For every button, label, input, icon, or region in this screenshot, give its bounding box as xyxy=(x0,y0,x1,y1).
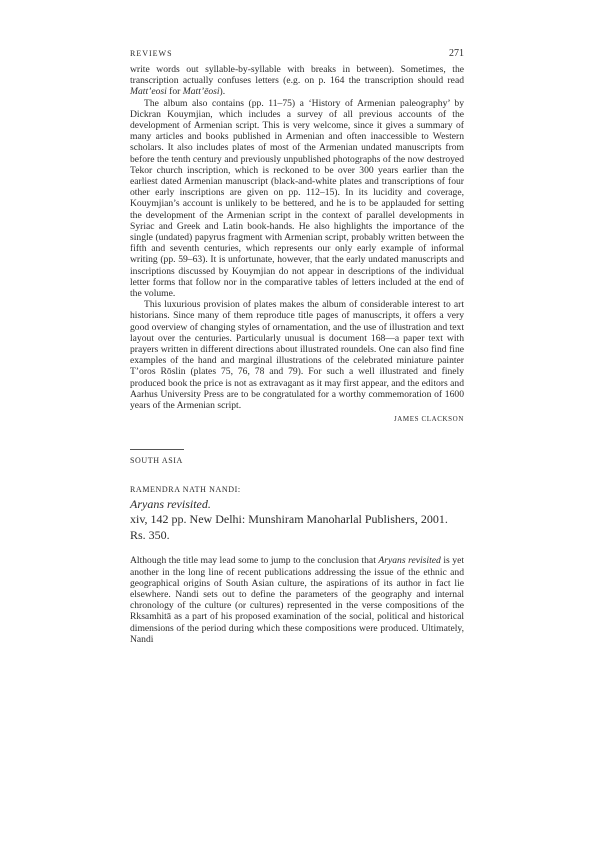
text-span: for xyxy=(166,86,183,98)
section-divider xyxy=(130,449,184,450)
review-paragraph xyxy=(130,64,464,98)
running-head-title: REVIEWS xyxy=(130,49,173,58)
review-paragraph: This luxurious provision of plates makes the album of considerable interest to art historians. Since many of them reproduce title pages of manuscripts, it offers a very good overview of changing styles of ornamentation, and the use of illustration and text layout over the centuries. Particularly unusual is document 168—a paper text with prayers written in different directions about illustrated roundels. One can also find fine examples of the hand and marginal illustrations of the celebrated miniature painter T’oros Rōslin (plates 75, 76, 78 and 79). For such a well illustrated and finely produced book the price is not as extravagant as it may first appear, and the editors and Aarhus University Press are to be congratulated for a worthy commemoration of 1600 years of the Armenian script. xyxy=(130,299,464,412)
text-span: write words out syllable-by-syllable with breaks in between). Sometimes, the transcription actually confuses letters (e.g. on p. 164 the transcription should read xyxy=(130,64,464,87)
italic-term: Matt’ēosi xyxy=(182,86,220,98)
review-paragraph: The album also contains (pp. 11–75) a ‘History of Armenian paleography’ by Dickran Kouymjian, which includes a survey of all previous accounts of the development of Armenian script. This is very welcome, since it gives a summary of many articles and books published in Armenian and often inaccessible to Western scholars. It also includes plates of most of the Armenian undated manuscripts from before the tenth century and previously unpublished photographs of the now destroyed Tekor church inscription, which is reckoned to be over 300 years earlier than the earliest dated Armenian manuscript (black-and-white plates and transcriptions of four other early inscriptions are given on pp. 112–15). In its lucidity and coverage, Kouymjian’s account is unlikely to be bettered, and he is to be applauded for setting the development of the Armenian script in the context of parallel developments in Syriac and Greek and Latin book-hands. He also highlights the importance of the single (undated) papyrus fragment with Armenian script, probably written between the fifth and seventh centuries, which represents our only early example of informal writing (pp. 59–63). It is unfortunate, however, that the early undated manuscripts and inscriptions discussed by Kouymjian do not appear in descriptions of the individual letter forms that follow nor in the comparative tables of letters included at the end of the volume. xyxy=(130,97,464,300)
section-heading: SOUTH ASIA xyxy=(130,456,183,466)
page xyxy=(130,48,464,645)
italic-term: Matt’eosi xyxy=(130,86,167,98)
page-number: 271 xyxy=(449,48,464,59)
book-author: RAMENDRA NATH NANDI: xyxy=(130,485,241,495)
book-publication-details xyxy=(130,511,464,543)
italic-term: Aryans revisited xyxy=(378,555,441,567)
text-span: Although the title may lead some to jump to the conclusion that xyxy=(130,555,379,567)
reviewer-signature: JAMES CLACKSON xyxy=(393,415,464,424)
book-price: Rs. 350. xyxy=(130,528,170,543)
book-title: Aryans revisited. xyxy=(130,497,211,512)
book-details-line: xiv, 142 pp. New Delhi: Munshiram Manoharlal Publishers, 2001. xyxy=(130,512,448,527)
running-head xyxy=(130,48,464,64)
text-span: is yet another in the long line of recent publications addressing the issue of the ethnic and geographical origins of South Asian culture, the aspirations of its author in fact lie elsewhere. Nandi sets out to define the parameters of the geography and internal chronology of the culture (or cultures) represented in the verse compositions of the Rksamhitā as a part of his proposed examination of the social, political and historical dimensions of the period during which these compositions were produced. Ultimately, Nandi xyxy=(130,555,465,645)
text-span: ). xyxy=(219,86,226,98)
review-paragraph xyxy=(130,555,464,645)
